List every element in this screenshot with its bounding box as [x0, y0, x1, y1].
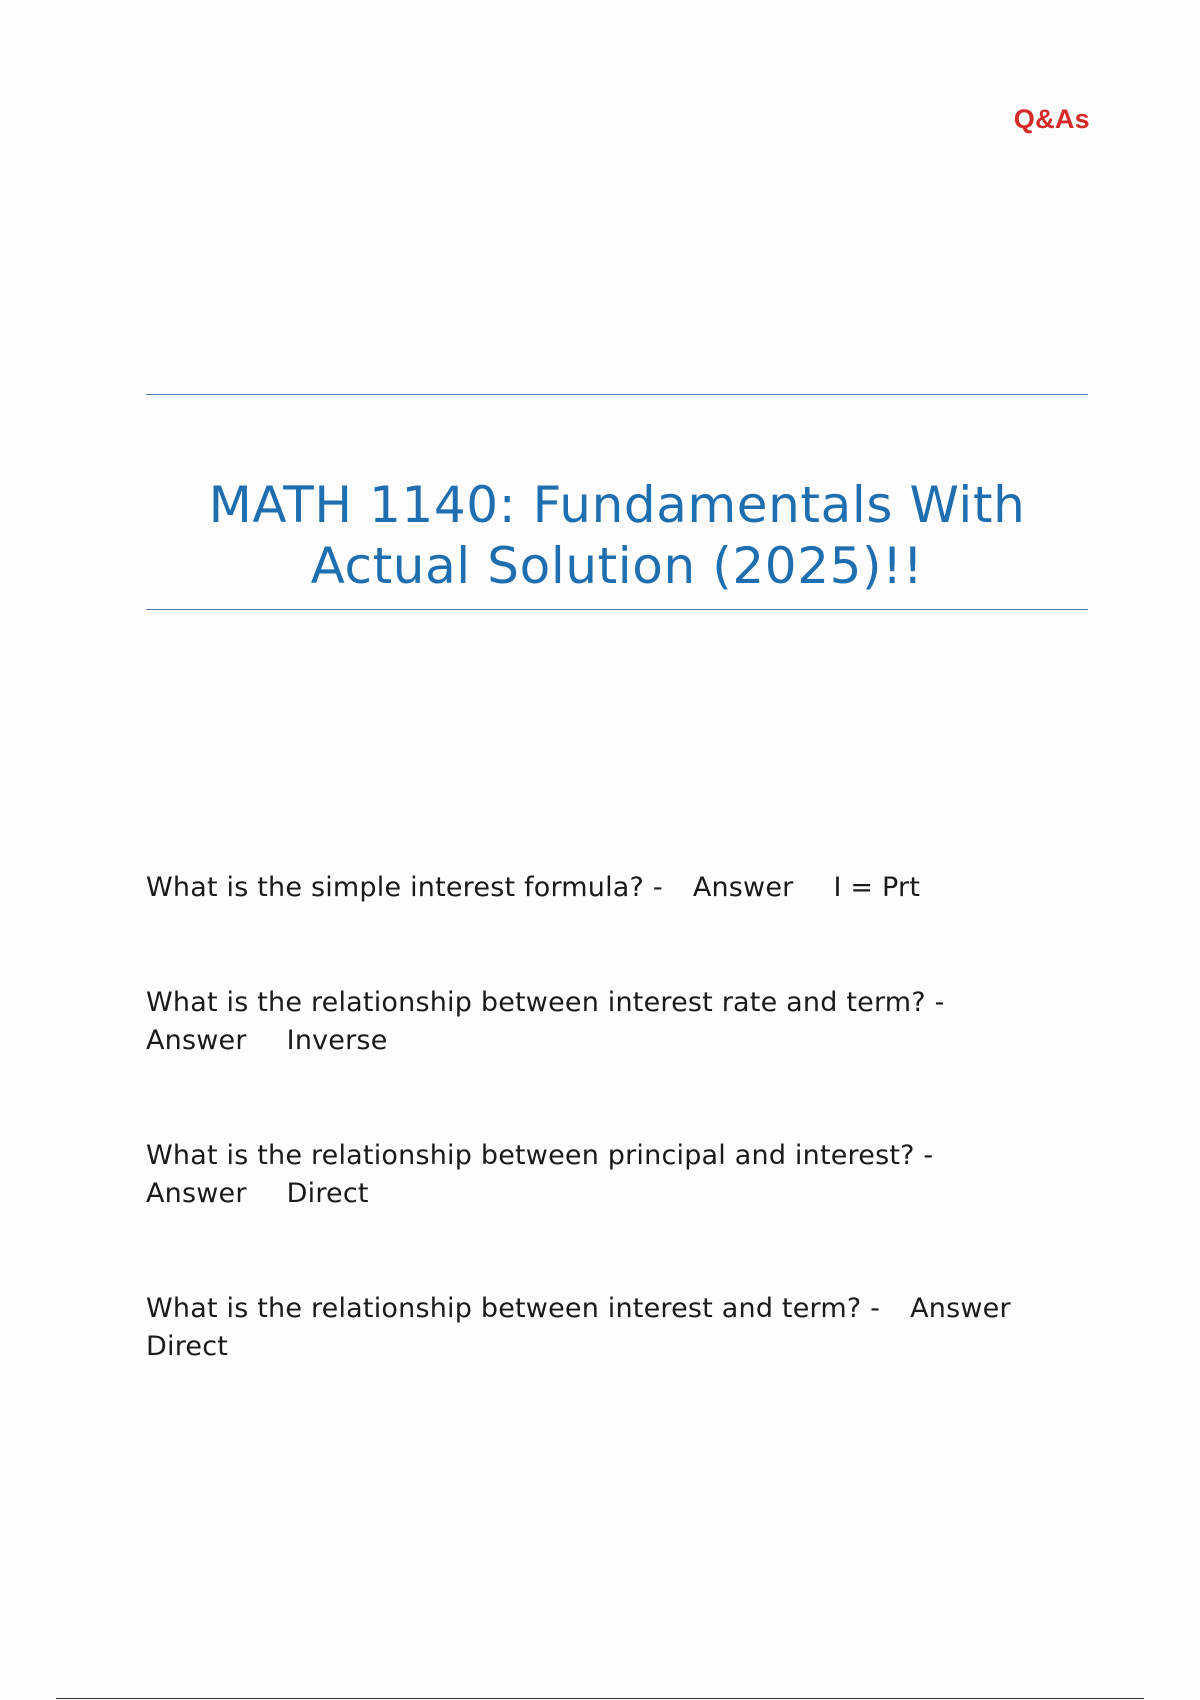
title-bottom-rule	[146, 609, 1088, 610]
footer-rule	[56, 1698, 1144, 1699]
qa-item	[146, 869, 1076, 907]
answer-label: Answer	[692, 872, 794, 903]
answer-text: I = Prt	[833, 872, 921, 903]
qa-item	[146, 1290, 1076, 1366]
title-top-rule	[146, 394, 1088, 395]
qas-tag: Q&As	[1013, 104, 1090, 134]
answer-label: Answer	[146, 1178, 247, 1209]
answer-text: Direct	[146, 1331, 229, 1362]
qa-item	[146, 1137, 1076, 1213]
document-title	[146, 475, 1088, 597]
answer-text: Inverse	[286, 1025, 388, 1056]
question-text: What is the relationship between interest rate and term? -	[146, 987, 945, 1018]
question-text: What is the simple interest formula? -	[146, 872, 663, 903]
answer-text: Direct	[286, 1178, 369, 1209]
answer-label: Answer	[146, 1025, 247, 1056]
title-line-2: Actual Solution (2025)!!	[310, 537, 924, 595]
question-text: What is the relationship between interest and term? -	[146, 1293, 881, 1324]
question-text: What is the relationship between principal and interest? -	[146, 1140, 934, 1171]
title-line-1: MATH 1140: Fundamentals With	[208, 476, 1026, 534]
qa-item	[146, 984, 1076, 1060]
answer-label: Answer	[910, 1293, 1011, 1324]
